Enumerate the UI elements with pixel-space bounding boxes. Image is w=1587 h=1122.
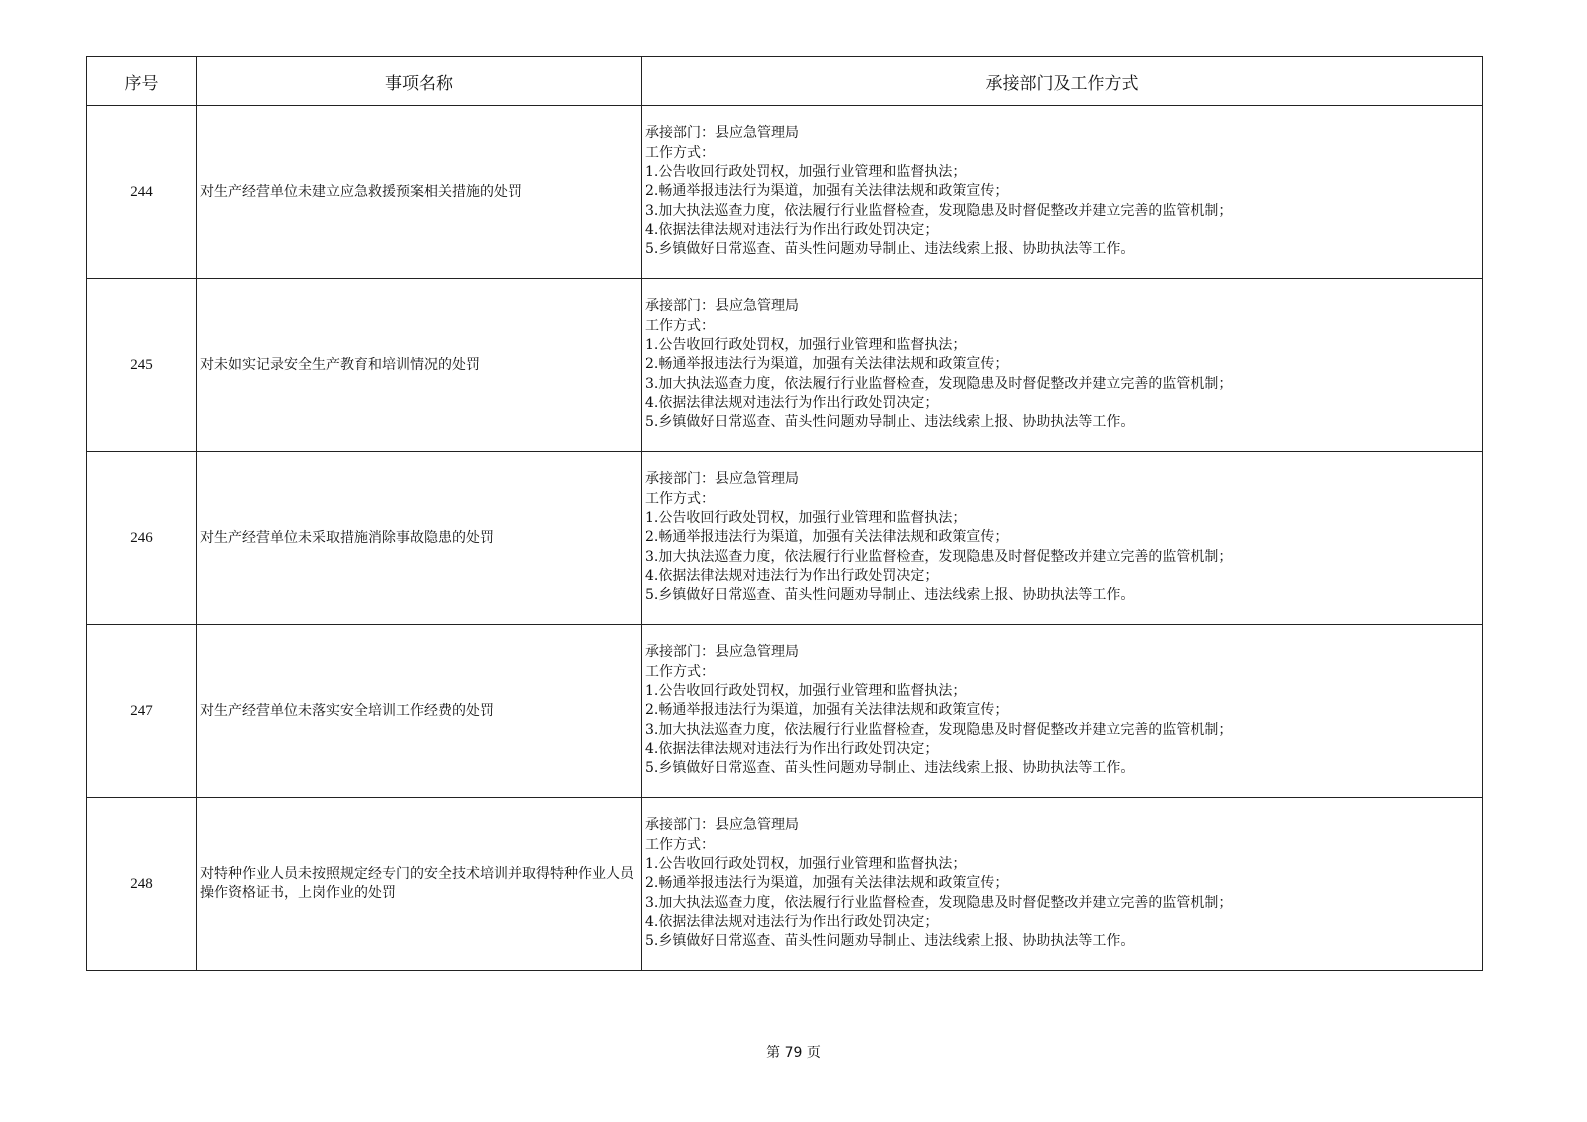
- serial-number-cell: 245: [87, 279, 197, 452]
- department-method-line: 2.畅通举报违法行为渠道，加强有关法律法规和政策宣传；: [645, 702, 1009, 719]
- department-method-line: 承接部门：县应急管理局: [645, 817, 799, 834]
- table-row: [87, 106, 1483, 279]
- department-method-line: 承接部门：县应急管理局: [645, 125, 799, 142]
- department-method-cell: [642, 452, 1483, 625]
- item-name-cell: 对生产经营单位未建立应急救援预案相关措施的处罚: [197, 106, 642, 279]
- department-method-line: 2.畅通举报违法行为渠道，加强有关法律法规和政策宣传；: [645, 356, 1009, 373]
- table-body: [87, 106, 1483, 971]
- header-row: [87, 57, 1483, 106]
- department-method-line: 5.乡镇做好日常巡查、苗头性问题劝导制止、违法线索上报、协助执法等工作。: [645, 587, 1135, 604]
- department-method-line: 4.依据法律法规对违法行为作出行政处罚决定；: [645, 913, 939, 930]
- header-serial-number: 序号: [87, 57, 197, 106]
- department-method-line: 3.加大执法巡查力度，依法履行行业监督检查，发现隐患及时督促整改并建立完善的监管机制；: [645, 548, 1233, 565]
- table-header: [87, 57, 1483, 106]
- item-name-cell: 对未如实记录安全生产教育和培训情况的处罚: [197, 279, 642, 452]
- department-method-line: 承接部门：县应急管理局: [645, 298, 799, 315]
- table-row: [87, 279, 1483, 452]
- department-method-cell: [642, 798, 1483, 971]
- department-method-line: 1.公告收回行政处罚权，加强行业管理和监督执法；: [645, 164, 967, 181]
- department-method-line: 1.公告收回行政处罚权，加强行业管理和监督执法；: [645, 510, 967, 527]
- department-method-line: 2.畅通举报违法行为渠道，加强有关法律法规和政策宣传；: [645, 183, 1009, 200]
- department-method-line: 2.畅通举报违法行为渠道，加强有关法律法规和政策宣传；: [645, 875, 1009, 892]
- item-name-cell: 对特种作业人员未按照规定经专门的安全技术培训并取得特种作业人员操作资格证书，上岗作业的处罚: [197, 798, 642, 971]
- department-method-line: 3.加大执法巡查力度，依法履行行业监督检查，发现隐患及时督促整改并建立完善的监管机制；: [645, 721, 1233, 738]
- department-method-line: 3.加大执法巡查力度，依法履行行业监督检查，发现隐患及时督促整改并建立完善的监管机制；: [645, 894, 1233, 911]
- department-method-line: 4.依据法律法规对违法行为作出行政处罚决定；: [645, 740, 939, 757]
- department-method-line: 5.乡镇做好日常巡查、苗头性问题劝导制止、违法线索上报、协助执法等工作。: [645, 414, 1135, 431]
- header-department-and-method: 承接部门及工作方式: [642, 57, 1483, 106]
- department-method-line: 4.依据法律法规对违法行为作出行政处罚决定；: [645, 394, 939, 411]
- item-name-cell: 对生产经营单位未落实安全培训工作经费的处罚: [197, 625, 642, 798]
- page-number: 第 79 页: [766, 1045, 821, 1061]
- department-method-line: 3.加大执法巡查力度，依法履行行业监督检查，发现隐患及时督促整改并建立完善的监管机制；: [645, 375, 1233, 392]
- header-item-name: 事项名称: [197, 57, 642, 106]
- department-method-line: 1.公告收回行政处罚权，加强行业管理和监督执法；: [645, 683, 967, 700]
- department-method-line: 工作方式：: [645, 836, 715, 853]
- department-method-line: 工作方式：: [645, 490, 715, 507]
- table-row: [87, 625, 1483, 798]
- department-method-line: 承接部门：县应急管理局: [645, 471, 799, 488]
- department-method-line: 工作方式：: [645, 144, 715, 161]
- department-method-line: 4.依据法律法规对违法行为作出行政处罚决定；: [645, 221, 939, 238]
- department-method-line: 4.依据法律法规对违法行为作出行政处罚决定；: [645, 567, 939, 584]
- department-method-cell: [642, 625, 1483, 798]
- department-method-line: 2.畅通举报违法行为渠道，加强有关法律法规和政策宣传；: [645, 529, 1009, 546]
- items-table: [86, 56, 1483, 971]
- serial-number-cell: 248: [87, 798, 197, 971]
- department-method-cell: [642, 106, 1483, 279]
- department-method-line: 5.乡镇做好日常巡查、苗头性问题劝导制止、违法线索上报、协助执法等工作。: [645, 241, 1135, 258]
- serial-number-cell: 246: [87, 452, 197, 625]
- table-row: [87, 452, 1483, 625]
- department-method-line: 承接部门：县应急管理局: [645, 644, 799, 661]
- department-method-line: 5.乡镇做好日常巡查、苗头性问题劝导制止、违法线索上报、协助执法等工作。: [645, 760, 1135, 777]
- department-method-line: 1.公告收回行政处罚权，加强行业管理和监督执法；: [645, 337, 967, 354]
- table-row: [87, 798, 1483, 971]
- serial-number-cell: 244: [87, 106, 197, 279]
- item-name-cell: 对生产经营单位未采取措施消除事故隐患的处罚: [197, 452, 642, 625]
- department-method-line: 工作方式：: [645, 663, 715, 680]
- department-method-line: 5.乡镇做好日常巡查、苗头性问题劝导制止、违法线索上报、协助执法等工作。: [645, 933, 1135, 950]
- department-method-cell: [642, 279, 1483, 452]
- department-method-line: 3.加大执法巡查力度，依法履行行业监督检查，发现隐患及时督促整改并建立完善的监管机制；: [645, 202, 1233, 219]
- department-method-line: 工作方式：: [645, 317, 715, 334]
- department-method-line: 1.公告收回行政处罚权，加强行业管理和监督执法；: [645, 856, 967, 873]
- serial-number-cell: 247: [87, 625, 197, 798]
